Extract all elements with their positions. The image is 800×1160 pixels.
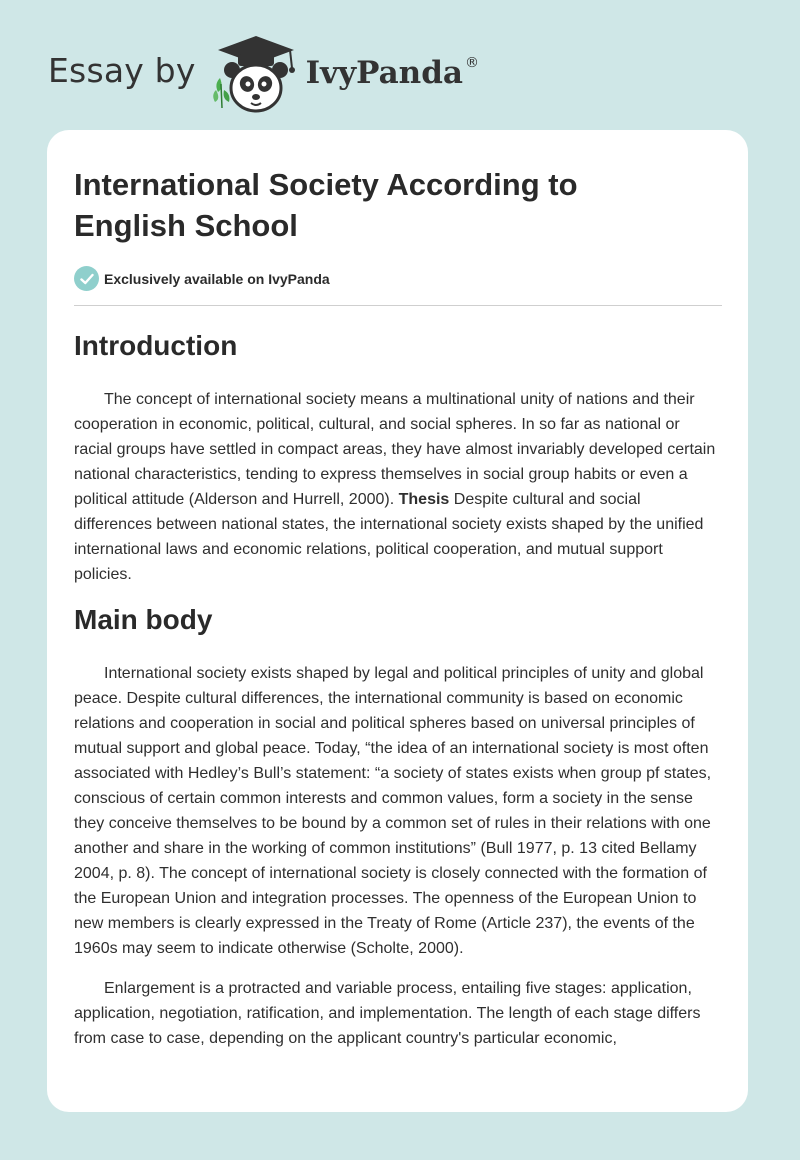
site-header	[48, 34, 479, 114]
section-heading-main-body: Main body	[74, 604, 213, 635]
thesis-label: Thesis	[398, 491, 450, 508]
brand-name[interactable]	[306, 55, 479, 91]
paragraph-text: Despite cultural and social differences between national states, the international society exists shaped by the unified international laws and economic relations, political cooperation, and mutual support policies.	[74, 491, 704, 583]
essay-title: International Society According to English School	[74, 167, 578, 243]
divider	[74, 305, 722, 306]
essay-by-label: Essay by	[48, 50, 196, 90]
exclusive-badge	[74, 266, 722, 291]
paragraph-main-body-2: Enlargement is a protracted and variable process, entailing five stages: application, application, negotiation, ratification, and implementation. The length of each stage differs from case to case, depending on the applicant country's particular economic,	[74, 980, 701, 1047]
check-icon	[74, 266, 99, 291]
panda-graduation-cap-icon[interactable]	[210, 34, 302, 114]
section-heading-introduction: Introduction	[74, 330, 238, 361]
exclusive-badge-text: Exclusively available on IvyPanda	[104, 270, 330, 287]
paragraph-introduction	[74, 387, 722, 587]
paragraph-text: The concept of international society means a multinational unity of nations and their cooperation in economic, political, cultural, and social spheres. In so far as national or racial groups have settled in compact areas, they have almost invariably developed certain national characteristics, tending to express themselves in social group habits or even a political attitude (Alderson and Hurrell, 2000).	[74, 391, 716, 508]
registered-mark: ®	[464, 55, 479, 71]
paragraph-main-body-1: International society exists shaped by legal and political principles of unity and global peace. Despite cultural differences, the international community is based on economic relations and cooperation in social and political spheres based on universal principles of mutual support and global peace. Today, “the idea of an international society is most often associated with Hedley’s Bull’s statement: “a society of states exists when group pf states, conscious of certain common interests and common values, form a society in the sense they conceive themselves to be bound by a common set of rules in their relations with one another and share in the working of common institutions” (Bull 1977, p. 13 cited Bellamy 2004, p. 8). The concept of international society is closely connected with the formation of the European Union and integration processes. The openness of the European Union to new members is clearly expressed in the Treaty of Rome (Article 237), the events of the 1960s may seem to indicate otherwise (Scholte, 2000).	[74, 665, 712, 957]
brand-name-text: IvyPanda	[305, 55, 463, 91]
essay-card	[47, 130, 748, 1112]
